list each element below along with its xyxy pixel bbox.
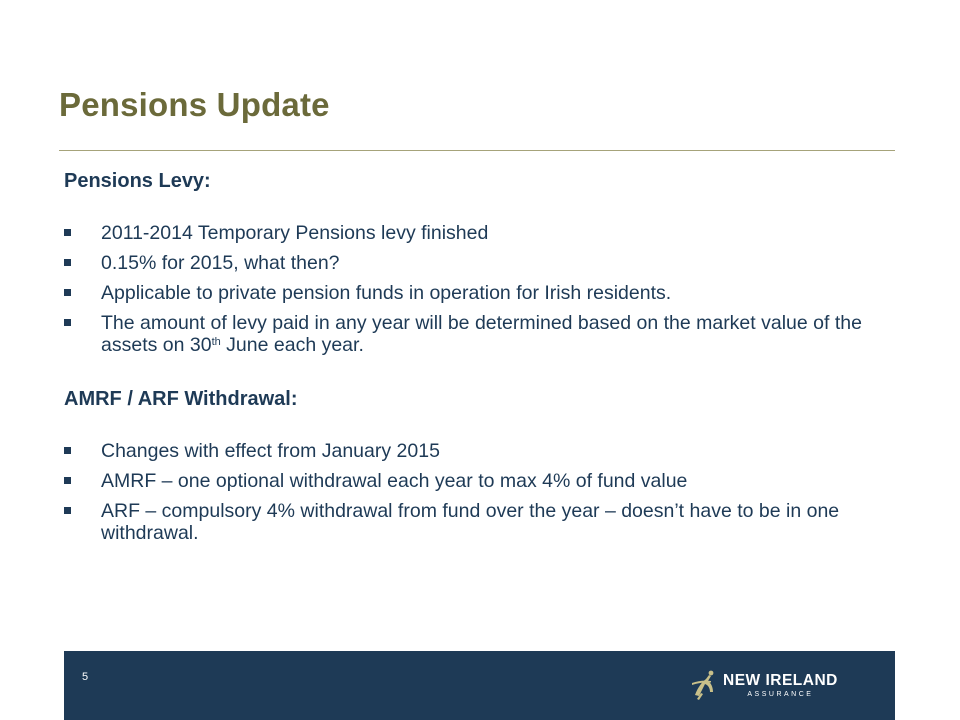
logo-subtitle: ASSURANCE	[747, 690, 814, 698]
title-divider	[59, 150, 895, 151]
square-bullet-icon	[64, 477, 71, 484]
new-ireland-figure-icon	[689, 669, 719, 703]
logo-text	[723, 673, 838, 700]
bullet-list-amrf-arf	[64, 440, 884, 544]
bullet-item	[64, 440, 884, 462]
bullet-item	[64, 470, 884, 492]
slide-content	[64, 168, 884, 552]
bullet-text: ARF – compulsory 4% withdrawal from fund over the year – doesn’t have to be in one withdrawal.	[101, 500, 840, 544]
bullet-list-pensions-levy	[64, 222, 884, 356]
square-bullet-icon	[64, 289, 71, 296]
square-bullet-icon	[64, 259, 71, 266]
square-bullet-icon	[64, 447, 71, 454]
company-logo	[689, 669, 838, 703]
bullet-item	[64, 252, 884, 274]
bullet-item	[64, 222, 884, 244]
section-heading-pensions-levy: Pensions Levy:	[64, 170, 211, 192]
bullet-item	[64, 312, 884, 356]
slide-title: Pensions Update	[59, 86, 330, 123]
square-bullet-icon	[64, 229, 71, 236]
bullet-item	[64, 282, 884, 304]
superscript-ordinal: th	[211, 336, 221, 348]
bullet-text: Applicable to private pension funds in operation for Irish residents.	[101, 282, 672, 304]
logo-name: NEW IRELAND	[723, 671, 838, 689]
bullet-text: 0.15% for 2015, what then?	[101, 252, 340, 274]
bullet-text: 2011-2014 Temporary Pensions levy finished	[101, 222, 489, 244]
square-bullet-icon	[64, 507, 71, 514]
bullet-text: Changes with effect from January 2015	[101, 440, 440, 462]
footer-bar	[64, 651, 895, 720]
bullet-text: The amount of levy paid in any year will be determined based on the market value of the assets on 30	[101, 312, 862, 356]
section-heading-amrf-arf: AMRF / ARF Withdrawal:	[64, 388, 298, 410]
bullet-text: AMRF – one optional withdrawal each year to max 4% of fund value	[101, 470, 688, 492]
bullet-item	[64, 500, 884, 544]
page-number: 5	[82, 671, 89, 683]
bullet-text-continued: June each year.	[220, 334, 364, 356]
square-bullet-icon	[64, 319, 71, 326]
